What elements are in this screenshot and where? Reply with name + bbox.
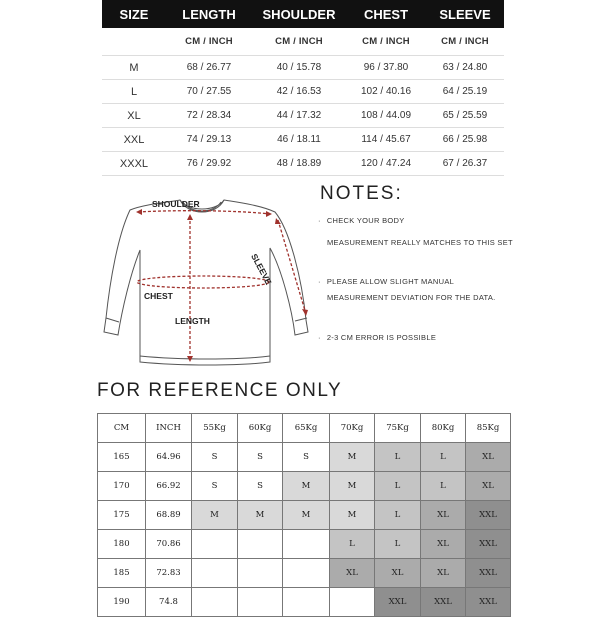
size-recommendation-cell: M [192,501,238,530]
shoulder-cell: 42 / 16.53 [276,86,322,97]
size-row [102,128,504,152]
unit-label: CM / INCH [441,36,489,47]
note-text: CHECK YOUR BODY [326,216,405,225]
note-item: · CHECK YOUR BODY [318,216,405,225]
chest-cell: 114 / 45.67 [361,134,411,145]
height-cell: 190 [98,588,146,617]
note-text: 2-3 CM ERROR IS POSSIBLE [326,333,437,342]
shoulder-label: SHOULDER [152,199,200,209]
size-recommendation-cell [192,559,238,588]
length-cell: 76 / 29.92 [186,158,232,169]
size-row [102,104,504,128]
size-recommendation-cell: XXL [466,530,511,559]
size-recommendation-cell: XXL [466,559,511,588]
notes-title: NOTES: [320,183,403,204]
chest-cell: 120 / 47.24 [360,158,412,169]
size-recommendation-cell [283,588,330,617]
reference-row [98,559,511,588]
reference-header-cell: 65Kg [283,414,330,443]
reference-row [98,501,511,530]
length-cell: 72 / 28.34 [186,110,232,121]
size-recommendation-cell: M [330,443,375,472]
size-chart-header [102,0,504,28]
reference-header-cell: CM [98,414,146,443]
chest-cell: 108 / 44.09 [360,110,412,121]
size-recommendation-cell: S [238,472,283,501]
size-recommendation-cell: S [192,472,238,501]
size-recommendation-cell: L [375,530,421,559]
chest-cell: 102 / 40.16 [360,86,412,97]
note-text: MEASUREMENT REALLY MATCHES TO THIS SET [327,238,513,247]
size-recommendation-cell: M [283,472,330,501]
header-chest: CHEST [363,6,409,22]
shoulder-cell: 40 / 15.78 [276,62,322,73]
size-cell: XXL [123,133,145,146]
length-cell: 68 / 26.77 [186,62,232,73]
size-recommendation-cell: L [421,472,466,501]
size-recommendation-cell: S [283,443,330,472]
note-text: MEASUREMENT DEVIATION FOR THE DATA. [327,293,496,302]
reference-header-cell: 85Kg [466,414,511,443]
height-cell: 185 [98,559,146,588]
sleeve-cell: 66 / 25.98 [442,134,488,145]
size-row [102,80,504,104]
height-cell: 68.89 [146,501,192,530]
chest-label: CHEST [144,291,173,301]
size-recommendation-cell: XL [421,559,466,588]
shoulder-cell: 44 / 17.32 [276,110,322,121]
chest-cell: 96 / 37.80 [363,62,409,73]
size-recommendation-cell [283,530,330,559]
note-item [327,238,513,247]
height-cell: 175 [98,501,146,530]
note-item: · PLEASE ALLOW SLIGHT MANUAL [318,277,455,286]
length-label: LENGTH [175,316,210,326]
height-cell: 64.96 [146,443,192,472]
size-recommendation-cell: XL [466,443,511,472]
reference-header-cell: 75Kg [375,414,421,443]
size-recommendation-cell: XXL [421,588,466,617]
reference-row [98,472,511,501]
size-recommendation-cell [238,530,283,559]
shoulder-cell: 46 / 18.11 [277,134,321,145]
sleeve-cell: 65 / 25.59 [442,110,488,121]
size-row [102,152,504,176]
reference-header-cell: 55Kg [192,414,238,443]
size-cell: L [130,85,138,98]
size-recommendation-cell: XL [421,501,466,530]
size-recommendation-cell: XL [375,559,421,588]
height-cell: 180 [98,530,146,559]
header-length: LENGTH [182,6,236,22]
height-cell: 66.92 [146,472,192,501]
size-cell: XL [127,109,141,122]
reference-header-cell: 70Kg [330,414,375,443]
height-cell: 170 [98,472,146,501]
unit-label: CM / INCH [275,36,323,47]
note-item: · 2-3 CM ERROR IS POSSIBLE [318,333,437,342]
size-recommendation-cell: XL [421,530,466,559]
unit-label: CM / INCH [362,36,410,47]
shoulder-cell: 48 / 18.89 [276,158,322,169]
shirt-measurement-diagram [70,190,320,370]
header-size: SIZE [119,6,149,22]
size-recommendation-cell: XXL [466,588,511,617]
sleeve-cell: 67 / 26.37 [442,158,488,169]
header-shoulder: SHOULDER [262,6,336,22]
height-cell: 74.8 [146,588,192,617]
sleeve-cell: 64 / 25.19 [442,86,488,97]
size-recommendation-cell [330,588,375,617]
shirt-outline [70,190,320,370]
size-recommendation-cell [238,588,283,617]
reference-row [98,443,511,472]
size-recommendation-cell: S [238,443,283,472]
reference-title: FOR REFERENCE ONLY [97,380,343,401]
reference-header-cell: 80Kg [421,414,466,443]
height-cell: 70.86 [146,530,192,559]
reference-header-row [98,414,511,443]
header-sleeve: SLEEVE [439,6,491,22]
size-recommendation-cell [192,530,238,559]
length-cell: 74 / 29.13 [186,134,232,145]
size-recommendation-cell: M [330,501,375,530]
reference-row [98,530,511,559]
size-recommendation-cell: M [330,472,375,501]
size-recommendation-cell [238,559,283,588]
height-cell: 165 [98,443,146,472]
size-row [102,56,504,80]
reference-table [97,413,511,617]
size-cell: M [129,61,139,74]
size-recommendation-cell [192,588,238,617]
size-recommendation-cell: L [375,472,421,501]
reference-header-cell: INCH [146,414,192,443]
reference-header-cell: 60Kg [238,414,283,443]
note-text: PLEASE ALLOW SLIGHT MANUAL [326,277,455,286]
size-recommendation-cell: M [283,501,330,530]
unit-row [102,28,504,56]
length-cell: 70 / 27.55 [186,86,232,97]
size-recommendation-cell: XXL [466,501,511,530]
size-recommendation-cell: XL [330,559,375,588]
unit-label: CM / INCH [185,36,233,47]
size-recommendation-cell: L [421,443,466,472]
size-recommendation-cell: XXL [375,588,421,617]
size-recommendation-cell: L [330,530,375,559]
size-cell: XXXL [119,157,149,170]
sleeve-cell: 63 / 24.80 [442,62,488,73]
size-recommendation-cell: S [192,443,238,472]
reference-row [98,588,511,617]
size-recommendation-cell: L [375,443,421,472]
size-recommendation-cell: M [238,501,283,530]
height-cell: 72.83 [146,559,192,588]
note-item [327,293,496,302]
size-recommendation-cell: XL [466,472,511,501]
size-chart-table [102,0,504,176]
size-recommendation-cell: L [375,501,421,530]
sleeve-label: SLEEVE [249,252,274,287]
size-recommendation-cell [283,559,330,588]
